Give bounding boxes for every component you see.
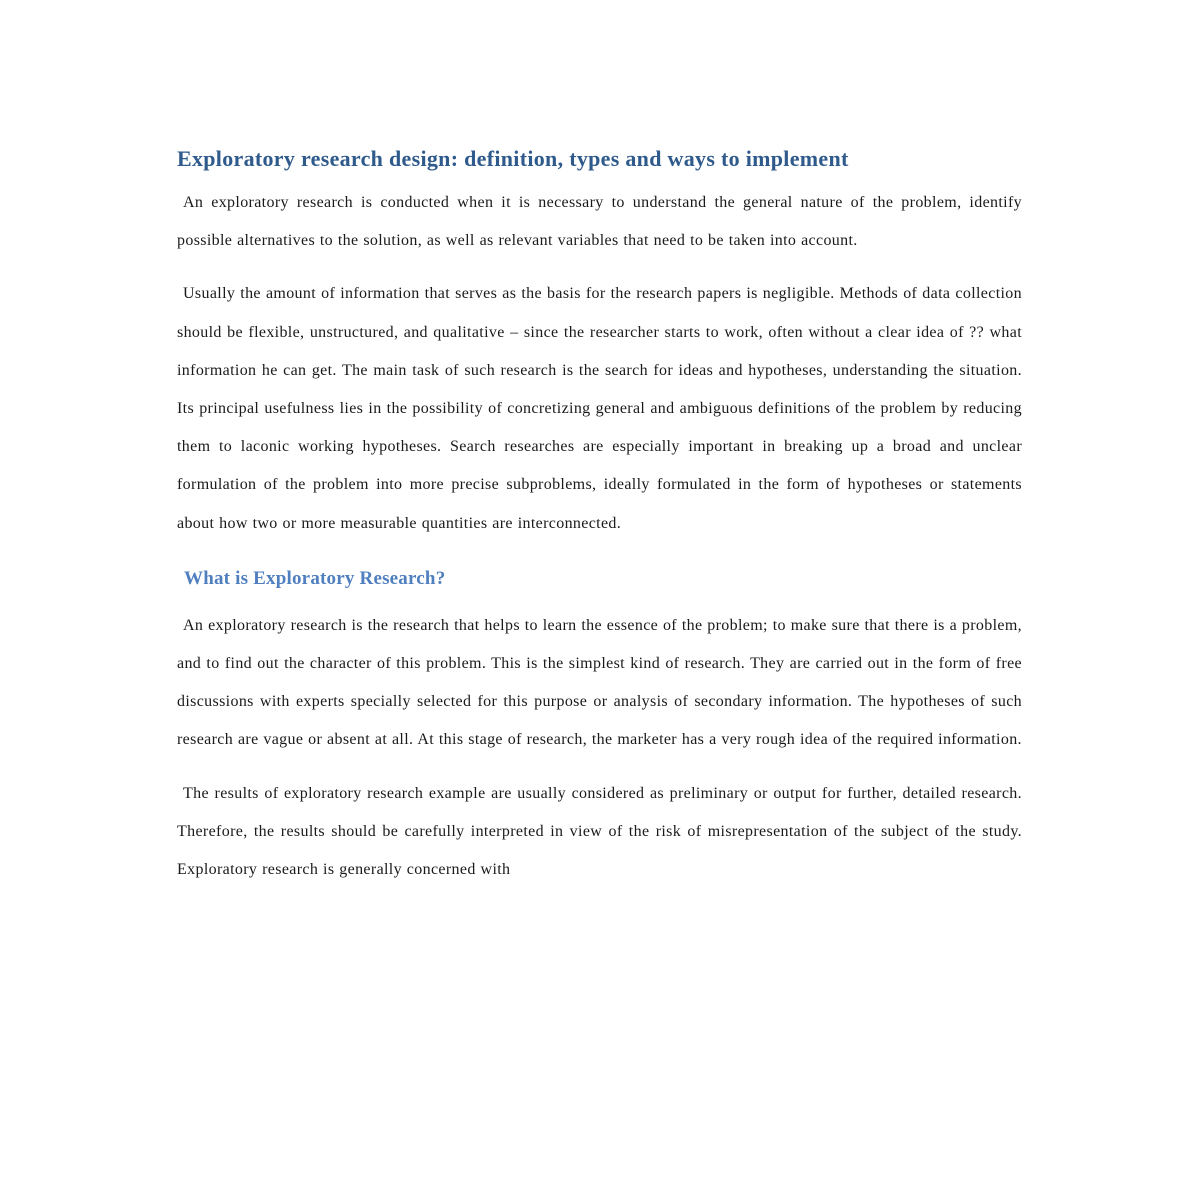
page-title: Exploratory research design: definition, types and ways to implement: [177, 146, 849, 171]
section-paragraph-2: The results of exploratory research example are usually considered as preliminary or output for further, detailed research. Therefore, the results should be carefully interpreted in view of the risk of misrepresentation of the subject of the study. Exploratory research is generally concerned with: [177, 784, 1022, 879]
body-paragraph-1: An exploratory research is conducted when it is necessary to understand the general nature of the problem, identify possible alternatives to the solution, as well as relevant variables that need to be taken into account.: [177, 194, 1022, 250]
section-heading: What is Exploratory Research?: [184, 567, 446, 589]
section-paragraph-1: An exploratory research is the research that helps to learn the essence of the problem; to make sure that there is a problem, and to find out the character of this problem. This is the simplest kind of research. They are carried out in the form of free discussions with experts specially selected for this purpose or analysis of secondary information. The hypotheses of such research are vague or absent at all. At this stage of research, the marketer has a very rough idea of the required information.: [177, 616, 1022, 749]
body-paragraph-2: Usually the amount of information that serves as the basis for the research papers is negligible. Methods of data collection should be flexible, unstructured, and qualitative – since the researcher starts to work, often without a clear idea of ?? what information he can get. The main task of such research is the search for ideas and hypotheses, understanding the situation. Its principal usefulness lies in the possibility of concretizing general and ambiguous definitions of the problem by reducing them to laconic working hypotheses. Search researches are especially important in breaking up a broad and unclear formulation of the problem into more precise subproblems, ideally formulated in the form of hypotheses or statements about how two or more measurable quantities are interconnected.: [177, 285, 1022, 532]
document-page: [177, 138, 1022, 889]
